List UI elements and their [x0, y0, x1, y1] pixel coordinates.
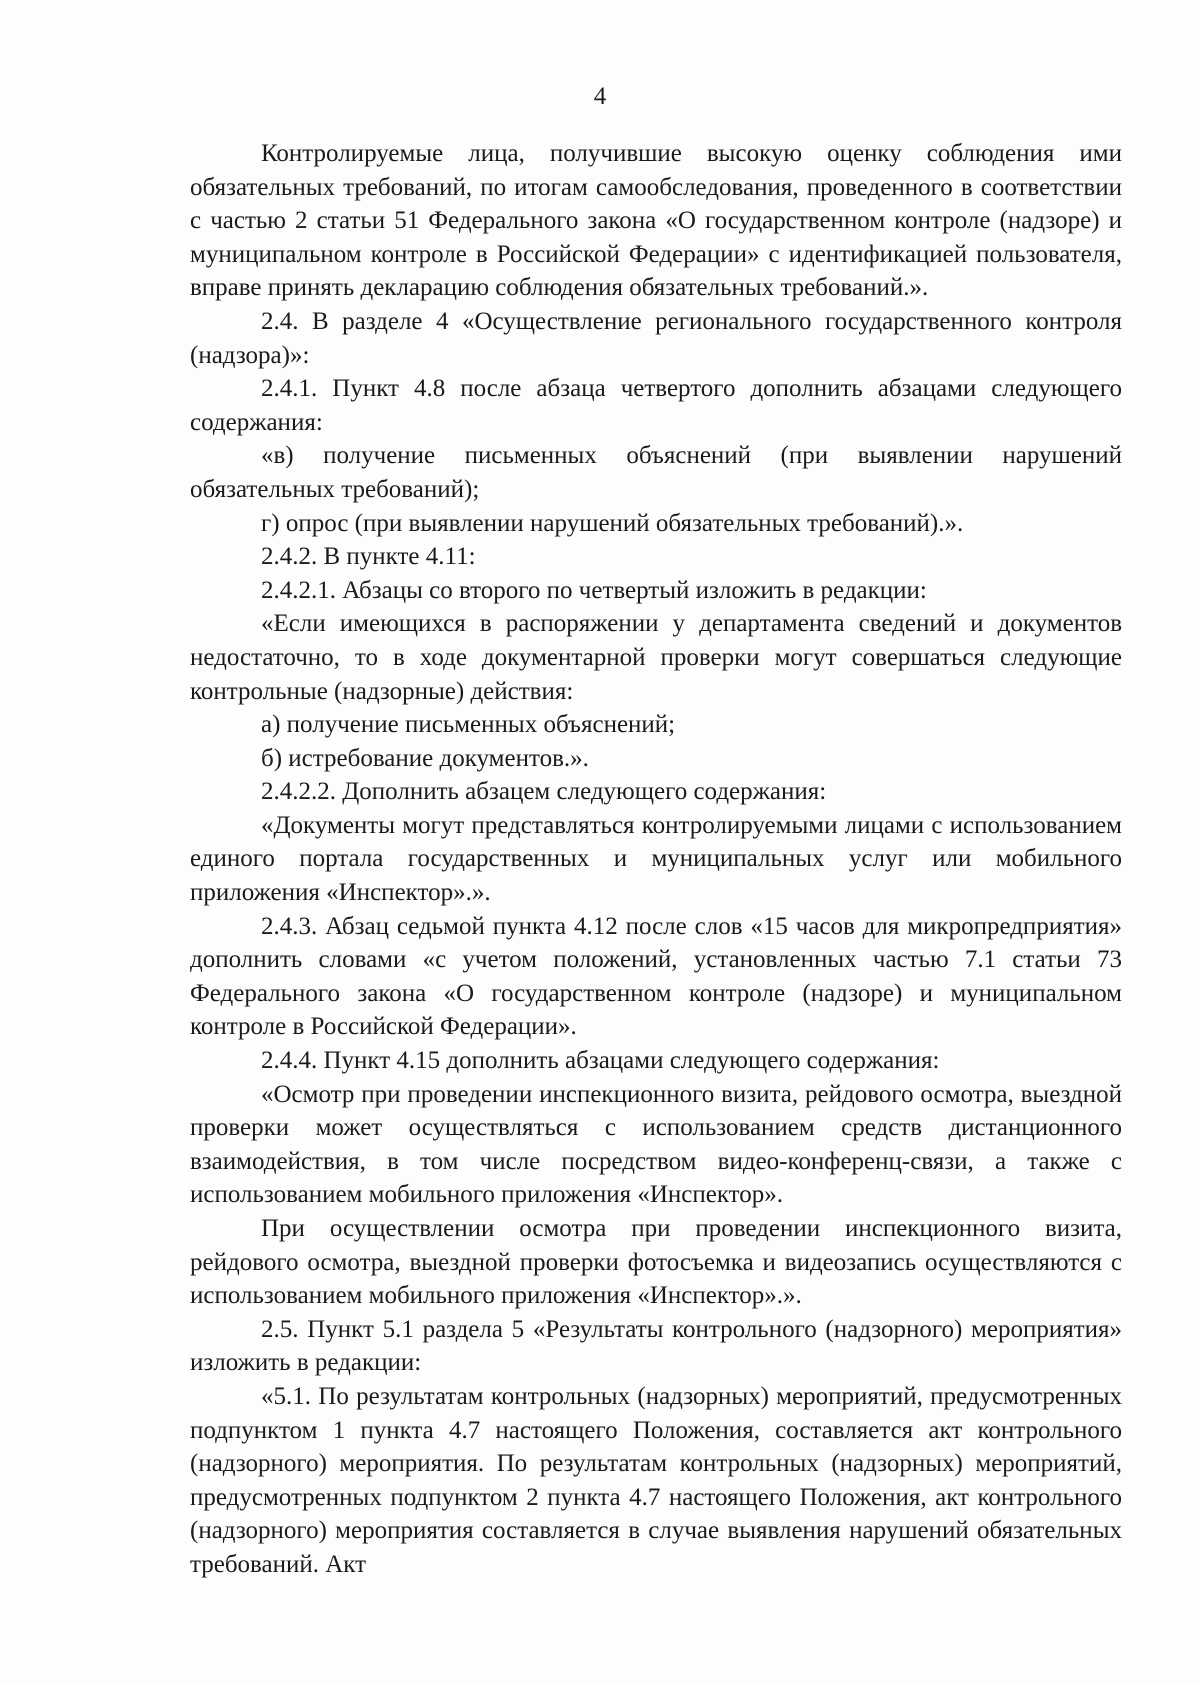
paragraph-1: Контролируемые лица, получившие высокую оценку соблюдения ими обязательных требований, по итогам самообследования, проведенного в соответствии с частью 2 статьи 51 Федерального закона «О государственном контроле (надзоре) и муниципальном контроле в Российской Федерации» с идентификацией пользователя, вправе принять декларацию соблюдения обязательных требований.».: [190, 140, 1122, 302]
page-number: 4: [593, 83, 607, 110]
paragraph-7: 2.4.2.1. Абзацы со второго по четвертый изложить в редакции:: [261, 576, 927, 604]
paragraph-10: б) истребование документов.».: [261, 744, 589, 772]
paragraph-13: 2.4.3. Абзац седьмой пункта 4.12 после слов «15 часов для микропредприятия» дополнить словами «с учетом положений, установленных частью 7.1 статьи 73 Федерального закона «О государственном контроле (надзоре) и муниципальном контроле в Российской Федерации».: [190, 912, 1122, 1041]
paragraph-18: «5.1. По результатам контрольных (надзорных) мероприятий, предусмотренных подпунктом 1 пункта 4.7 настоящего Положения, составляется акт контрольного (надзорного) мероприятия. По результатам контрольных (надзорных) мероприятий, предусмотренных подпунктом 2 пункта 4.7 настоящего Положения, акт контрольного (надзорного) мероприятия составляется в случае выявления нарушений обязательных требований. Акт: [190, 1382, 1122, 1578]
paragraph-15: «Осмотр при проведении инспекционного визита, рейдового осмотра, выездной проверки может осуществляться с использованием средств дистанционного взаимодействия, в том числе посредством видео-конференц-связи, а также с использованием мобильного приложения «Инспектор».: [190, 1080, 1122, 1209]
paragraph-8: «Если имеющихся в распоряжении у департамента сведений и документов недостаточно, то в ходе документарной проверки могут совершаться следующие контрольные (надзорные) действия:: [190, 610, 1122, 705]
paragraph-12: «Документы могут представляться контролируемыми лицами с использованием единого портала государственных и муниципальных услуг или мобильного приложения «Инспектор».».: [190, 811, 1122, 907]
paragraph-2: 2.4. В разделе 4 «Осуществление регионального государственного контроля (надзора)»:: [190, 307, 1122, 369]
paragraph-9: а) получение письменных объяснений;: [261, 711, 676, 739]
paragraph-11: 2.4.2.2. Дополнить абзацем следующего содержания:: [261, 778, 827, 806]
paragraph-4: «в) получение письменных объяснений (при выявлении нарушений обязательных требований);: [190, 442, 1122, 503]
document-body: [190, 137, 1122, 1582]
paragraph-3: 2.4.1. Пункт 4.8 после абзаца четвертого дополнить абзацами следующего содержания:: [190, 375, 1122, 436]
paragraph-17: 2.5. Пункт 5.1 раздела 5 «Результаты контрольного (надзорного) мероприятия» изложить в редакции:: [190, 1315, 1122, 1377]
paragraph-6: 2.4.2. В пункте 4.11:: [261, 543, 476, 571]
paragraph-5: г) опрос (при выявлении нарушений обязательных требований).».: [261, 509, 964, 537]
paragraph-16: При осуществлении осмотра при проведении инспекционного визита, рейдового осмотра, выездной проверки фотосъемка и видеозапись осуществляются с использованием мобильного приложения «Инспектор».».: [190, 1215, 1122, 1310]
paragraph-14: 2.4.4. Пункт 4.15 дополнить абзацами следующего содержания:: [261, 1047, 940, 1075]
